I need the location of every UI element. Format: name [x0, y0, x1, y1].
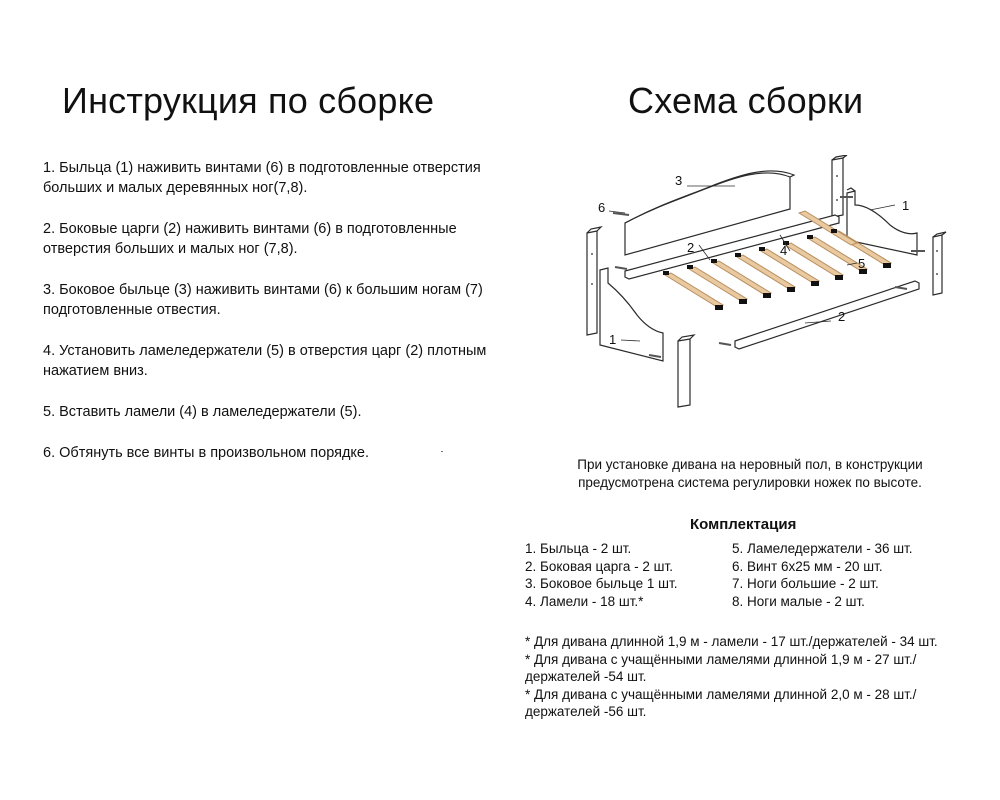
- kit-item: 5. Ламеледержатели - 36 шт.: [732, 541, 913, 556]
- instruction-step: 1. Быльца (1) наживить винтами (6) в подготовленные отверстия больших и малых деревянных ног(7,8).: [43, 160, 481, 196]
- instructions-steps: [43, 158, 493, 484]
- back-big-leg: [832, 158, 843, 217]
- instructions-title: Инструкция по сборке: [62, 80, 435, 121]
- instruction-step: 6. Обтянуть все винты в произвольном порядке.: [43, 445, 370, 461]
- kit-item: 1. Быльца - 2 шт.: [525, 541, 632, 556]
- kit-item: 8. Ноги малые - 2 шт.: [732, 593, 865, 609]
- kit-list-left: [525, 540, 677, 610]
- scheme-title: Схема сборки: [628, 80, 864, 121]
- callout-5: 5: [858, 256, 866, 271]
- kit-item: 3. Боковое быльце 1 шт.: [525, 576, 678, 591]
- callout-4: 4: [780, 243, 788, 258]
- kit-item: 2. Боковая царга - 2 шт.: [525, 558, 673, 574]
- footnote: * Для дивана с учащёнными ламелями длинной 2,0 м - 28 шт./ держателей -56 шт.: [525, 686, 917, 719]
- instruction-step: 3. Боковое быльце (3) наживить винтами (6) к большим ногам (7) подготовленные отвестия.: [43, 282, 483, 318]
- footnote: * Для дивана длинной 1,9 м - ламели - 17 шт./держателей - 34 шт.: [525, 634, 938, 649]
- callout-6: 6: [598, 200, 606, 215]
- kit-list-right: [732, 540, 912, 610]
- instruction-step: 4. Установить ламеледержатели (5) в отверстия царг (2) плотным нажатием вниз.: [43, 343, 487, 379]
- kit-item: 7. Ноги большие - 2 шт.: [732, 576, 879, 591]
- callout-3: 3: [675, 173, 683, 188]
- footnotes: [525, 633, 995, 721]
- right-small-leg: [933, 235, 942, 295]
- kit-title: Комплектация: [690, 516, 797, 533]
- kit-item: 4. Ламели - 18 шт.*: [525, 593, 644, 609]
- left-headboard: [600, 268, 663, 361]
- leveling-note: При установке дивана на неровный пол, в конструкции предусмотрена система регулировки ножек по высоте.: [577, 457, 923, 490]
- instruction-step: 5. Вставить ламели (4) в ламеледержатели (5).: [43, 404, 362, 420]
- callout-1-left: 1: [609, 332, 617, 347]
- front-left-leg: [678, 339, 690, 407]
- callout-2-near: 2: [838, 309, 846, 324]
- instruction-step: 2. Боковые царги (2) наживить винтами (6) в подготовленные отверстия больших и малых ног (7,8).: [43, 221, 457, 257]
- callout-1-right: 1: [902, 198, 910, 213]
- footnote: * Для дивана с учащёнными ламелями длинной 1,9 м - 27 шт./ держателей -54 шт.: [525, 651, 917, 684]
- callout-2-far: 2: [687, 240, 695, 255]
- stray-dot: [441, 451, 443, 452]
- kit-item: 6. Винт 6х25 мм - 20 шт.: [732, 558, 883, 574]
- assembly-diagram: [585, 155, 955, 415]
